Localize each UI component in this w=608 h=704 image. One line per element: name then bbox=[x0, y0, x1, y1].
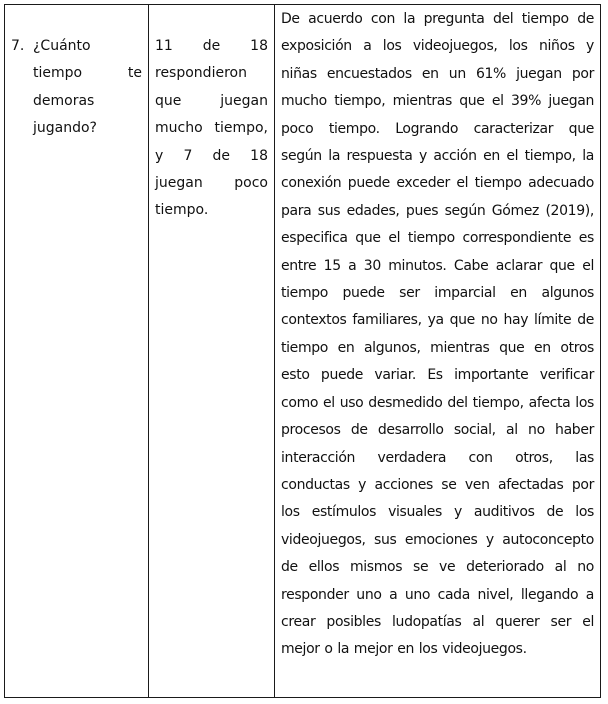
question-number: 7. bbox=[11, 38, 25, 54]
result-text: 11 de 18 respondieron que juegan mucho tiempo, y 7 de 18 juegan poco tiempo. bbox=[155, 38, 268, 219]
table-row bbox=[5, 5, 601, 698]
analysis-text: De acuerdo con la pregunta del tiempo de exposición a los videojuegos, los niños y niñas encuestados en un 61% juegan por mucho tiempo, mientras que el 39% juegan poco tiempo. Logrando caracterizar que según la respuesta y acción en el tiempo, la conexión puede exceder el tiempo adecuado para sus edades, pues según Gómez (2019), especifica que el tiempo correspondiente es entre 15 a 30 minutos. Cabe aclarar que el tiempo puede ser imparcial en algunos contextos familiares, ya que no hay límite de tiempo en algunos, mientras que en otros esto puede variar. Es importante verificar como el uso desmedido del tiempo, afecta los procesos de desarrollo social, al no haber interacción verdadera con otros, las conductas y acciones se ven afectadas por los estímulos visuales y auditivos de los videojuegos, sus emociones y autoconcepto de ellos mismos se ve deteriorado al no responder uno a uno cada nivel, llegando a crear posibles ludopatías al querer ser el mejor o la mejor en los videojuegos. bbox=[281, 11, 594, 658]
result-cell bbox=[149, 5, 275, 698]
analysis-cell bbox=[275, 5, 601, 698]
question-cell bbox=[5, 5, 149, 698]
question-text: ¿Cuánto tiempo te demoras jugando? bbox=[33, 38, 142, 137]
survey-analysis-table bbox=[4, 4, 601, 698]
